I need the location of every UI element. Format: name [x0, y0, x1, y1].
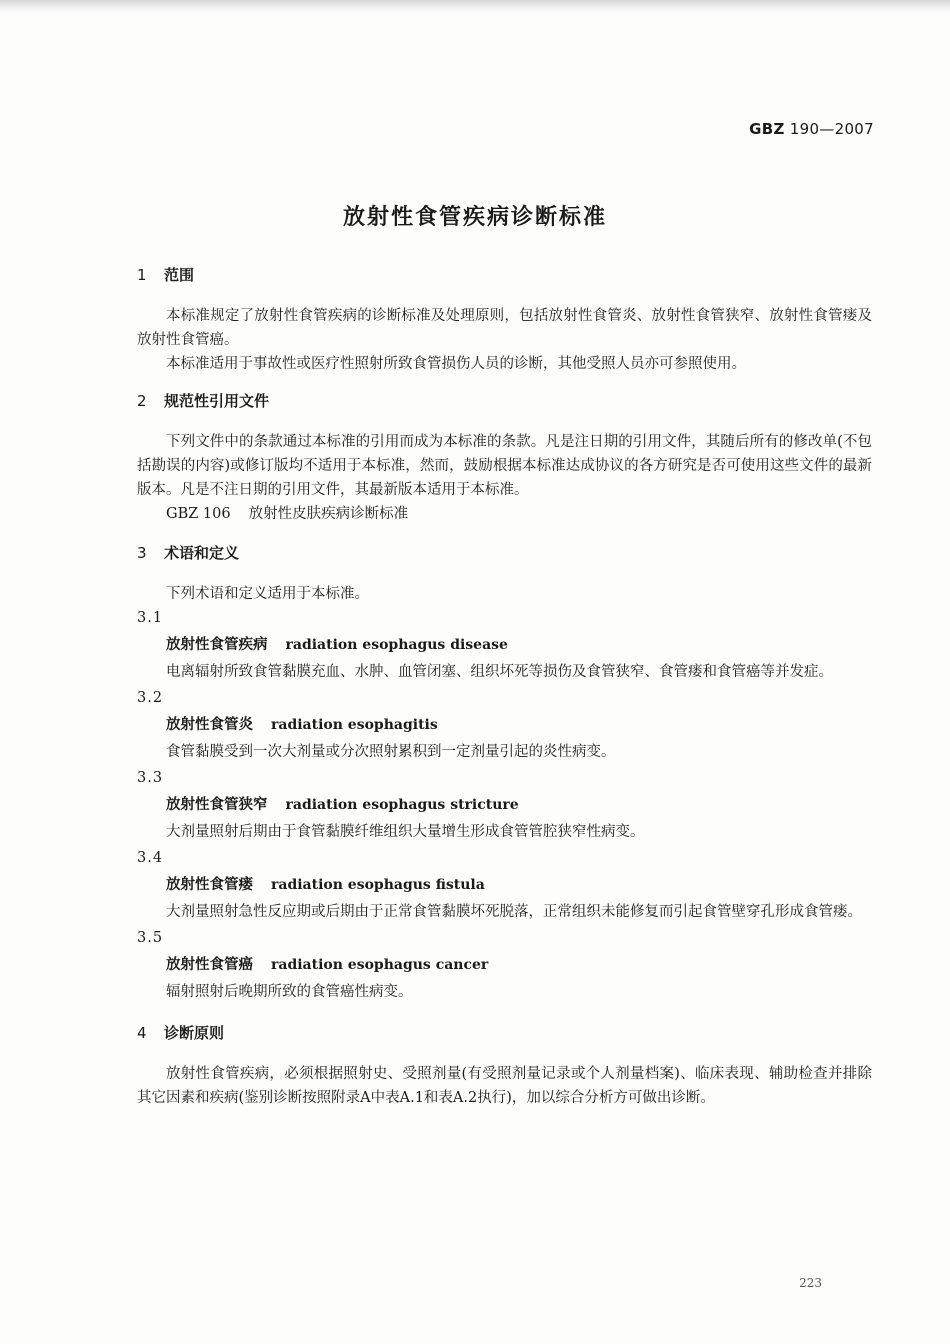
term-chinese: 放射性食管瘘: [166, 877, 253, 893]
normative-reference: [137, 502, 872, 526]
definition-term: [137, 712, 872, 738]
reference-code: GBZ 106: [166, 506, 231, 522]
paragraph: 下列文件中的条款通过本标准的引用而成为本标准的条款。凡是注日期的引用文件，其随后所有的修改单(不包括勘误的内容)或修订版均不适用于本标准，然而，鼓励根据本标准达成协议的各方研究是否可使用这些文件的最新版本。凡是不注日期的引用文件，其最新版本适用于本标准。: [137, 434, 872, 498]
term-chinese: 放射性食管癌: [166, 957, 253, 973]
definition-number: 3.2: [137, 690, 164, 706]
definition-term: [137, 792, 872, 818]
section-number: 2: [137, 392, 147, 410]
reference-name: 放射性皮肤疾病诊断标准: [248, 506, 409, 522]
term-chinese: 放射性食管疾病: [166, 637, 268, 653]
definition-number: 3.1: [137, 610, 164, 626]
definition-term: [137, 872, 872, 898]
document-body: [137, 262, 872, 1110]
document-title: 放射性食管疾病诊断标准: [342, 205, 607, 230]
term-english: radiation esophagitis: [271, 717, 438, 733]
paragraph: 本标准规定了放射性食管疾病的诊断标准及处理原则，包括放射性食管炎、放射性食管狭窄、放射性食管瘘及放射性食管癌。: [137, 308, 872, 348]
section-title: 规范性引用文件: [164, 392, 270, 410]
term-english: radiation esophagus fistula: [271, 877, 485, 893]
section-number: 3: [137, 544, 147, 562]
section-number: 4: [137, 1024, 147, 1042]
definition-term: [137, 952, 872, 978]
paragraph: 放射性食管疾病，必须根据照射史、受照剂量(有受照剂量记录或个人剂量档案)、临床表现、辅助检查并排除其它因素和疾病(鉴别诊断按照附录A中表A.1和表A.2执行)，加以综合分析方可做出诊断。: [137, 1066, 872, 1106]
term-english: radiation esophagus disease: [285, 637, 508, 653]
paragraph: 本标准适用于事故性或医疗性照射所致食管损伤人员的诊断，其他受照人员亦可参照使用。: [166, 356, 746, 372]
section-title: 诊断原则: [164, 1024, 225, 1042]
paragraph: 下列术语和定义适用于本标准。: [166, 586, 369, 602]
section-heading: [137, 388, 872, 414]
definition-text: 辐射照射后晚期所致的食管癌性病变。: [166, 984, 413, 1000]
definition-text: 大剂量照射急性反应期或后期由于正常食管黏膜坏死脱落，正常组织未能修复而引起食管壁穿孔形成食管瘘。: [166, 904, 862, 920]
section-heading: [137, 262, 872, 288]
section-number: 1: [137, 266, 147, 284]
section-heading: [137, 1020, 872, 1046]
term-chinese: 放射性食管炎: [166, 717, 253, 733]
term-chinese: 放射性食管狭窄: [166, 797, 268, 813]
definition-term: [137, 632, 872, 658]
definition-number: 3.5: [137, 930, 164, 946]
definition-number: 3.3: [137, 770, 164, 786]
definition-text: 大剂量照射后期由于食管黏膜纤维组织大量增生形成食管管腔狭窄性病变。: [166, 824, 645, 840]
standard-code: [749, 120, 874, 138]
definition-text: 食管黏膜受到一次大剂量或分次照射累积到一定剂量引起的炎性病变。: [166, 744, 616, 760]
section-heading: [137, 540, 872, 566]
section-title: 范围: [164, 266, 195, 284]
definition-number: 3.4: [137, 850, 164, 866]
standard-code-prefix: GBZ: [749, 120, 785, 138]
standard-code-number: 190—2007: [789, 120, 874, 138]
page-number: 223: [799, 1276, 822, 1290]
section-title: 术语和定义: [164, 544, 240, 562]
scan-edge: [0, 0, 950, 14]
term-english: radiation esophagus stricture: [285, 797, 519, 813]
term-english: radiation esophagus cancer: [271, 957, 489, 973]
definition-text: 电离辐射所致食管黏膜充血、水肿、血管闭塞、组织坏死等损伤及食管狭窄、食管瘘和食管癌等并发症。: [166, 664, 833, 680]
